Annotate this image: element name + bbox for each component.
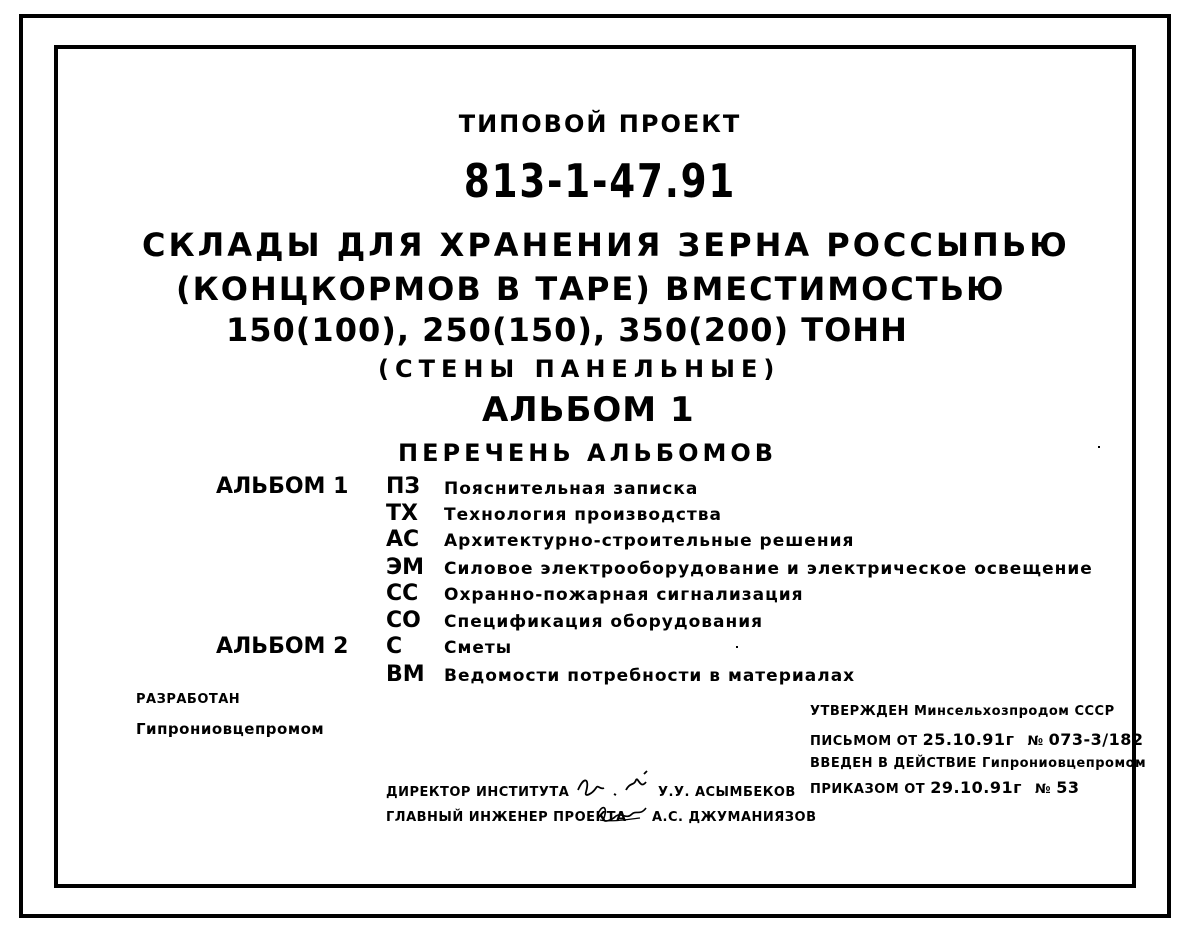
album-item-code: ПЗ: [386, 474, 421, 499]
approval-order-number: 53: [1056, 778, 1080, 797]
engineer-name: А.С. ДЖУМАНИЯЗОВ: [652, 810, 817, 825]
title-line-1: СКЛАДЫ ДЛЯ ХРАНЕНИЯ ЗЕРНА РОССЫПЬЮ: [142, 226, 1070, 264]
album-item-text: Архитектурно-строительные решения: [444, 531, 855, 551]
title-line-2: (КОНЦКОРМОВ В ТАРЕ) ВМЕСТИМОСТЬЮ: [176, 270, 1006, 308]
engineer-label: ГЛАВНЫЙ ИНЖЕНЕР ПРОЕКТА: [386, 810, 627, 825]
approval-line-2: [810, 730, 1144, 749]
album-item-code: ЭМ: [386, 555, 425, 580]
speck: [736, 646, 738, 648]
approval-order-no-label: №: [1035, 782, 1052, 797]
album-list-title: ПЕРЕЧЕНЬ АЛЬБОМОВ: [398, 439, 778, 467]
album-item-text: Сметы: [444, 638, 513, 658]
album-item-text: Спецификация оборудования: [444, 612, 764, 632]
title-line-4: (СТЕНЫ ПАНЕЛЬНЫЕ): [378, 355, 781, 383]
speck: [1098, 446, 1100, 448]
approval-line-4: [810, 778, 1079, 797]
approval-letter-number: 073-3/182: [1048, 730, 1144, 749]
title-line-3: 150(100), 250(150), 350(200) ТОНН: [226, 311, 908, 349]
album-item-text: Силовое электрооборудование и электрическое освещение: [444, 559, 1093, 579]
album-item-code: АС: [386, 527, 420, 552]
approval-letter-prefix: ПИСЬМОМ ОТ: [810, 734, 918, 749]
album-item-code: С: [386, 634, 403, 659]
project-number: 813-1-47.91: [463, 154, 737, 208]
approval-letter-date: 25.10.91г: [922, 730, 1015, 749]
approval-letter-no-label: №: [1027, 734, 1044, 749]
album-item-code: СС: [386, 581, 419, 606]
album-item-text: Охранно-пожарная сигнализация: [444, 585, 804, 605]
album-item-text: Пояснительная записка: [444, 479, 699, 499]
approval-order-date: 29.10.91г: [930, 778, 1022, 797]
album-item-code: ВМ: [386, 662, 425, 687]
director-signature: [574, 768, 660, 804]
approval-order-prefix: ПРИКАЗОМ ОТ: [810, 782, 926, 797]
album-item-code: ТХ: [386, 501, 418, 526]
album-label: АЛЬБОМ 2: [216, 634, 349, 659]
album-item-code: СО: [386, 608, 421, 633]
album-item-text: Технология производства: [444, 505, 722, 525]
director-label: ДИРЕКТОР ИНСТИТУТА: [386, 785, 570, 800]
approval-line-1: УТВЕРЖДЕН Минсельхозпродом СССР: [810, 704, 1115, 719]
engineer-signature: [594, 800, 650, 828]
approval-line-3: ВВЕДЕН В ДЕЙСТВИЕ Гипрониовцепромом: [810, 756, 1147, 771]
director-name: У.У. АСЫМБЕКОВ: [658, 785, 796, 800]
developer-name: Гипрониовцепромом: [136, 720, 325, 738]
album-label: АЛЬБОМ 1: [216, 474, 349, 499]
project-type-label: ТИПОВОЙ ПРОЕКТ: [458, 110, 742, 138]
developer-label: РАЗРАБОТАН: [136, 692, 241, 707]
album-item-text: Ведомости потребности в материалах: [444, 666, 856, 686]
album-heading: АЛЬБОМ 1: [482, 390, 695, 430]
